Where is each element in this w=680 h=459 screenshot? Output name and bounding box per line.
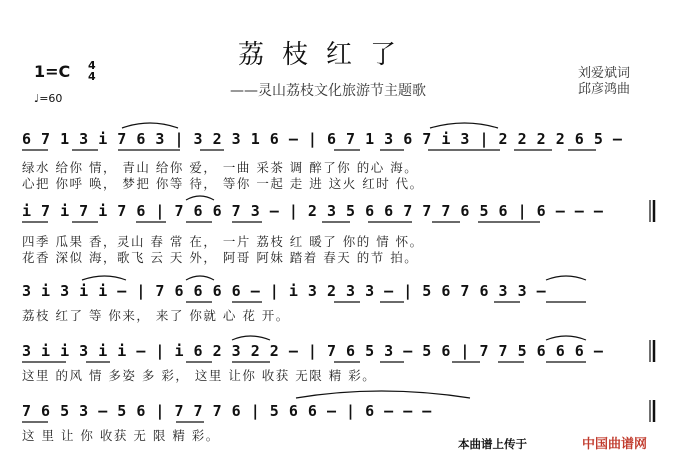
system-3-lyric-1: 荔枝 红了 等 你来， 来了 你就 心 花 开。	[22, 308, 290, 323]
lyricist-credit: 刘爱斌词	[578, 66, 631, 81]
page-title: 荔枝红了	[238, 40, 415, 70]
system-4-lyric-1: 这里 的风 情 多姿 多 彩， 这里 让你 收获 无限 精 彩。	[22, 368, 377, 383]
site-logo[interactable]: 中国曲谱网	[582, 437, 648, 452]
system-1-notes: 6 7 1 3 i 7 6 3 | 3 2 3 1 6 – | 6 7 1 3 6 7 i 3 | 2 2 2 2 6 5 –	[22, 130, 623, 148]
system-5-notes: 7 6 5 3 – 5 6 | 7 7 7 6 | 5 6 6 – | 6 – – –	[22, 402, 432, 420]
system-1-lyric-1: 绿水 给你 情， 青山 给你 爱， 一曲 采茶 调 醉了你 的心 海。	[22, 160, 419, 175]
tempo-marking: ♩=60	[34, 92, 63, 105]
system-2-lyric-1: 四季 瓜果 香，灵山 春 常 在， 一片 荔枝 红 暖了 你的 情 怀。	[22, 234, 424, 249]
meter-bottom: 4	[88, 70, 96, 83]
system-2-lyric-2: 花香 深似 海，歌飞 云 天 外， 阿哥 阿妹 踏着 春天 的节 拍。	[22, 250, 419, 265]
upload-notice: 本曲谱上传于	[458, 437, 527, 451]
system-5-lyric-1: 这 里 让 你 收获 无 限 精 彩。	[22, 428, 220, 443]
system-4-notes: 3 i i 3 i i – | i 6 2 3 2 2 – | 7 6 5 3 – 5 6 | 7 7 5 6 6 6 –	[22, 342, 604, 360]
system-1-lyric-2: 心把 你呼 唤， 梦把 你等 待， 等你 一起 走 进 这火 红时 代。	[22, 176, 424, 191]
composer-credit: 邱彦鸿曲	[578, 82, 631, 97]
system-2-notes: i 7 i 7 i 7 6 | 7 6 6 7 3 – | 2 3 5 6 6 7 7 7 6 5 6 | 6 – – –	[22, 202, 604, 220]
meter-top: 4	[88, 59, 96, 72]
key-signature: 1=C	[34, 62, 71, 81]
system-3-notes: 3 i 3 i i – | 7 6 6 6 6 – | i 3 2 3 3 – | 5 6 7 6 3 3 –	[22, 282, 547, 300]
page-subtitle: ——灵山荔枝文化旅游节主题歌	[230, 83, 426, 99]
